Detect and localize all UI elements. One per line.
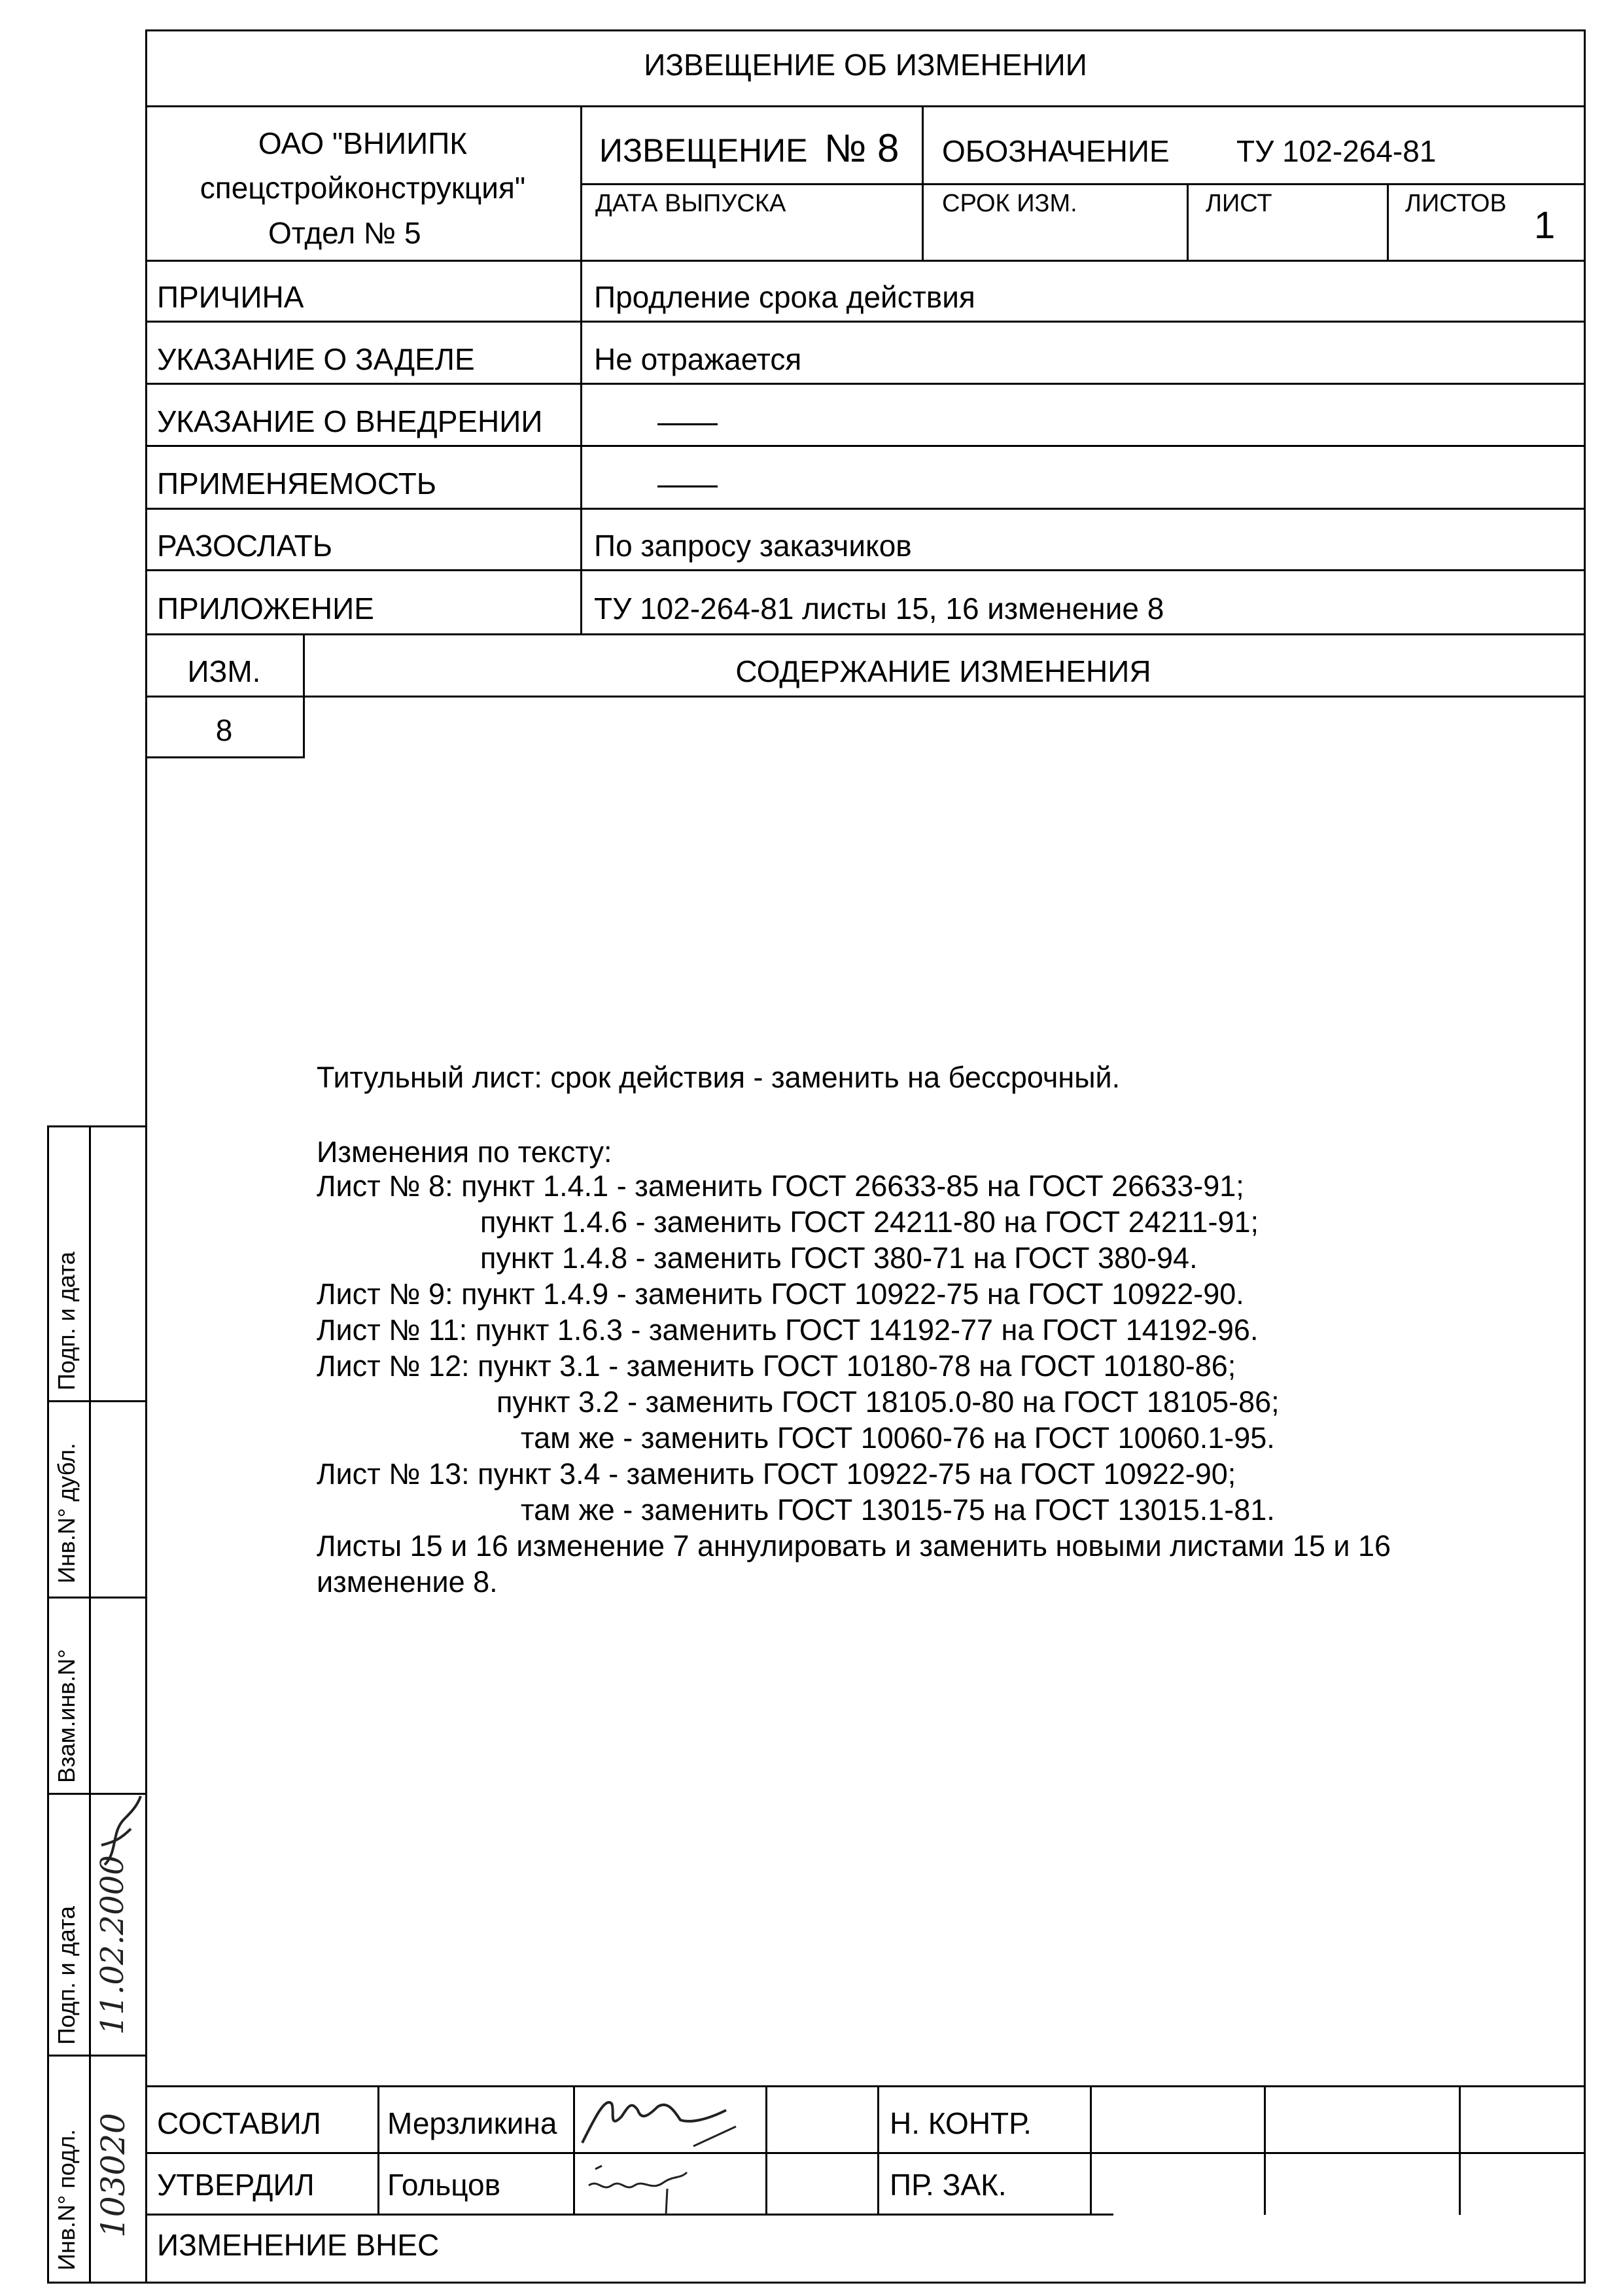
footer-top: [145, 2085, 1586, 2087]
side-label-sign-date-1: Подп. и дата: [53, 1251, 80, 1390]
header-col-sheet: [1187, 183, 1189, 260]
footer-col-1: [377, 2085, 379, 2215]
side-stamp-middle: [89, 1125, 91, 2284]
side-stamp-div-1: [47, 1400, 147, 1402]
field-value-applicability: ——: [657, 467, 718, 501]
row-divider-5: [145, 569, 1586, 571]
org-line-2: спецстройконструкция": [200, 171, 526, 205]
row-divider-6: [145, 633, 1586, 635]
designation-label: ОБОЗНАЧЕНИЕ: [942, 134, 1170, 168]
side-stamp-div-4: [47, 2055, 147, 2057]
designation-value: ТУ 102-264-81: [1236, 134, 1437, 168]
frame-top: [145, 29, 1586, 31]
footer-col-5: [1090, 2085, 1092, 2215]
side-label-sign-date-2: Подп. и дата: [53, 1905, 80, 2045]
title-divider: [145, 105, 1586, 107]
frame-right: [1584, 29, 1586, 2284]
field-label-distribute: РАЗОСЛАТЬ: [157, 529, 333, 563]
compiled-name: Мерзликина: [387, 2106, 557, 2140]
field-label-implementation: УКАЗАНИЕ О ВНЕДРЕНИИ: [157, 404, 543, 438]
approved-name: Гольцов: [387, 2168, 501, 2202]
body-line: Лист № 12: пункт 3.1 - заменить ГОСТ 10180-78 на ГОСТ 10180-86;: [317, 1349, 1236, 1383]
body-line: пункт 1.4.6 - заменить ГОСТ 24211-80 на ГОСТ 24211-91;: [480, 1205, 1259, 1239]
content-label: СОДЕРЖАНИЕ ИЗМЕНЕНИЯ: [735, 654, 1151, 688]
frame-bottom: [47, 2282, 1586, 2284]
change-term-label: СРОК ИЗМ.: [942, 190, 1077, 217]
header-col-sheets: [1387, 183, 1389, 260]
side-stamp-left: [47, 1125, 49, 2284]
side-stamp-div-2: [47, 1597, 147, 1598]
issue-date-label: ДАТА ВЫПУСКА: [595, 190, 786, 217]
handwritten-date: 11.02.2000: [94, 1855, 131, 2035]
field-value-distribute: По запросу заказчиков: [594, 529, 912, 563]
form-title: ИЗВЕЩЕНИЕ ОБ ИЗМЕНЕНИИ: [644, 48, 1087, 82]
compiled-label: СОСТАВИЛ: [157, 2106, 321, 2140]
body-line: Лист № 9: пункт 1.4.9 - заменить ГОСТ 10922-75 на ГОСТ 10922-90.: [317, 1277, 1244, 1311]
side-label-dup-inv: Инв.N° дубл.: [53, 1443, 80, 1583]
field-value-implementation: ——: [657, 404, 718, 438]
signature-approver: [576, 2156, 746, 2218]
order-label: ПР. ЗАК.: [890, 2168, 1007, 2202]
row-divider-4: [145, 508, 1586, 510]
handwritten-inv-number: 103020: [94, 2113, 132, 2238]
footer-col-7: [1459, 2085, 1461, 2215]
field-value-backlog: Не отражается: [594, 342, 802, 376]
notice-label: ИЗВЕЩЕНИЕ: [599, 132, 808, 169]
footer-col-4: [877, 2085, 879, 2215]
side-stamp-top: [47, 1125, 147, 1127]
frame-left: [145, 29, 147, 2284]
body-line: там же - заменить ГОСТ 10060-76 на ГОСТ 10060.1-95.: [521, 1421, 1275, 1455]
body-line: Листы 15 и 16 изменение 7 аннулировать и заменить новыми листами 15 и 16: [317, 1529, 1391, 1563]
header-subdivider: [580, 183, 1586, 185]
row-divider-1: [145, 321, 1586, 323]
org-line-1: ОАО "ВНИИПК: [258, 126, 468, 160]
header-col-notice: [922, 105, 924, 260]
header-bottom: [145, 260, 1586, 262]
field-value-attachment: ТУ 102-264-81 листы 15, 16 изменение 8: [594, 592, 1164, 626]
sheet-label: ЛИСТ: [1206, 190, 1272, 217]
sheets-label: ЛИСТОВ: [1405, 190, 1507, 217]
footer-col-2: [573, 2085, 575, 2215]
org-line-3: Отдел № 5: [268, 216, 421, 250]
field-label-applicability: ПРИМЕНЯЕМОСТЬ: [157, 467, 437, 501]
change-number: 8: [215, 713, 233, 747]
body-line: изменение 8.: [317, 1565, 498, 1598]
change-content-body: [317, 1059, 1391, 1601]
handwritten-initials-signature: [92, 1793, 144, 1871]
body-line: Лист № 8: пункт 1.4.1 - заменить ГОСТ 26633-85 на ГОСТ 26633-91;: [317, 1169, 1244, 1203]
sheets-value: 1: [1534, 204, 1556, 247]
body-line: Лист № 13: пункт 3.4 - заменить ГОСТ 10922-75 на ГОСТ 10922-90;: [317, 1457, 1236, 1491]
field-label-attachment: ПРИЛОЖЕНИЕ: [157, 592, 374, 626]
notice-number: № 8: [824, 126, 899, 170]
body-line: пункт 3.2 - заменить ГОСТ 18105.0-80 на ГОСТ 18105-86;: [497, 1385, 1280, 1419]
field-label-reason: ПРИЧИНА: [157, 280, 304, 314]
side-label-replace-inv: Взам.инв.N°: [53, 1649, 80, 1783]
field-value-reason: Продление срока действия: [594, 280, 975, 314]
footer-mid: [145, 2152, 1586, 2154]
row-divider-3: [145, 445, 1586, 447]
footer-col-6: [1264, 2085, 1266, 2215]
signature-compiler: [576, 2091, 772, 2153]
approved-label: УТВЕРДИЛ: [157, 2168, 315, 2202]
body-line: Изменения по тексту:: [317, 1135, 612, 1169]
body-line: Лист № 11: пункт 1.6.3 - заменить ГОСТ 14192-77 на ГОСТ 14192-96.: [317, 1313, 1259, 1347]
side-label-orig-inv: Инв.N° подл.: [53, 2128, 80, 2270]
row-divider-2: [145, 383, 1586, 385]
body-line: пункт 1.4.8 - заменить ГОСТ 380-71 на ГОСТ 380-94.: [480, 1241, 1198, 1275]
norm-control-label: Н. КОНТР.: [890, 2106, 1032, 2140]
change-label: ИЗМ.: [187, 654, 261, 688]
body-line: там же - заменить ГОСТ 13015-75 на ГОСТ 13015.1-81.: [521, 1493, 1275, 1527]
body-line: Титульный лист: срок действия - заменить на бессрочный.: [317, 1061, 1121, 1094]
content-header-bottom: [145, 696, 1586, 698]
change-number-bottom: [145, 756, 305, 758]
change-entered-label: ИЗМЕНЕНИЕ ВНЕС: [157, 2228, 440, 2262]
field-label-backlog: УКАЗАНИЕ О ЗАДЕЛЕ: [157, 342, 475, 376]
body-line: [317, 1097, 1391, 1135]
